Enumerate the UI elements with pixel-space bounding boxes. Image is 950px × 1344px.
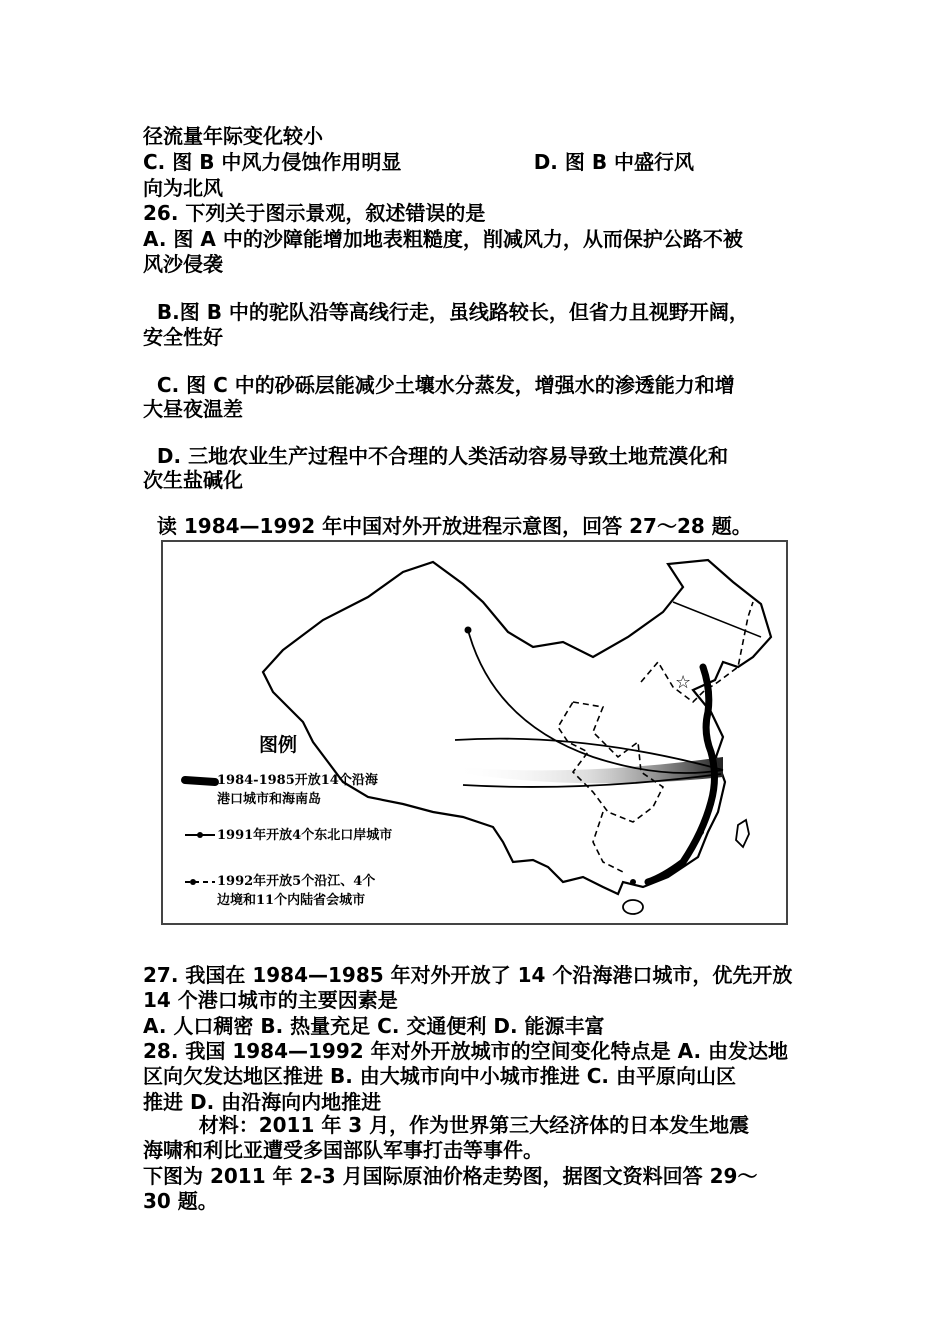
svg-text:☆: ☆ — [675, 672, 692, 693]
option-26-d: D. 三地农业生产过程中不合理的人类活动容易导致土地荒漠化和 — [143, 444, 729, 468]
question-28: 28. 我国 1984—1992 年对外开放城市的空间变化特点是 A. 由发达地 — [143, 1039, 789, 1063]
chart-intro: 下图为 2011 年 2-3 月国际原油价格走势图，据图文资料回答 29～ — [143, 1164, 758, 1188]
question-28-cont: 区向欠发达地区推进 B. 由大城市向中小城市推进 C. 由平原向山区 — [143, 1064, 736, 1088]
question-26: 26. 下列关于图示景观，叙述错误的是 — [143, 201, 486, 225]
text-line-3: 向为北风 — [143, 176, 223, 200]
option-26-a-cont: 风沙侵袭 — [143, 252, 223, 276]
legend-item-1992: 1992年开放5个沿江、4个 边境和11个内陆省会城市 — [217, 874, 376, 908]
option-26-a: A. 图 A 中的沙障能增加地表粗糙度，削减风力，从而保护公路不被 — [143, 227, 743, 251]
map-intro: 读 1984—1992 年中国对外开放进程示意图，回答 27～28 题。 — [143, 514, 752, 538]
southwest-dashed-route — [593, 812, 623, 872]
ne-border — [673, 602, 761, 637]
option-26-b: B.图 B 中的驼队沿等高线行走，虽线路较长，但省力且视野开阔， — [143, 300, 749, 324]
question-27-options: A. 人口稠密 B. 热量充足 C. 交通便利 D. 能源丰富 — [143, 1014, 605, 1038]
legend-symbol-thick — [185, 780, 215, 782]
legend-title: 图例 — [259, 734, 298, 756]
option-26-b-cont: 安全性好 — [143, 325, 223, 349]
map-graphic — [163, 542, 786, 923]
china-opening-map — [161, 540, 788, 925]
option-26-d-cont: 次生盐碱化 — [143, 468, 243, 492]
taiwan-island — [736, 820, 749, 847]
legend-item-1991: 1991年开放4个东北口岸城市 — [217, 828, 393, 843]
question-28-cont-2: 推进 D. 由沿海向内地推进 — [143, 1090, 382, 1114]
option-26-c: C. 图 C 中的砂砾层能减少土壤水分蒸发，增强水的渗透能力和增 — [143, 373, 735, 397]
text-line-1: 径流量年际变化较小 — [143, 124, 323, 148]
question-27: 27. 我国在 1984—1985 年对外开放了 14 个沿海港口城市，优先开放 — [143, 963, 793, 987]
material-text: 材料：2011 年 3 月，作为世界第三大经济体的日本发生地震 — [143, 1113, 750, 1137]
material-text-cont: 海啸和利比亚遭受多国部队军事打击等事件。 — [143, 1138, 543, 1162]
text-line-2: C. 图 B 中风力侵蚀作用明显 D. 图 B 中盛行风 — [143, 150, 695, 174]
option-26-c-cont: 大昼夜温差 — [143, 397, 243, 421]
question-27-cont: 14 个港口城市的主要因素是 — [143, 988, 398, 1012]
chart-intro-cont: 30 题。 — [143, 1189, 218, 1213]
legend-item-1984: 1984-1985开放14个沿海 港口城市和海南岛 — [217, 773, 378, 807]
hainan-island — [623, 900, 643, 914]
arc-north — [468, 630, 723, 773]
